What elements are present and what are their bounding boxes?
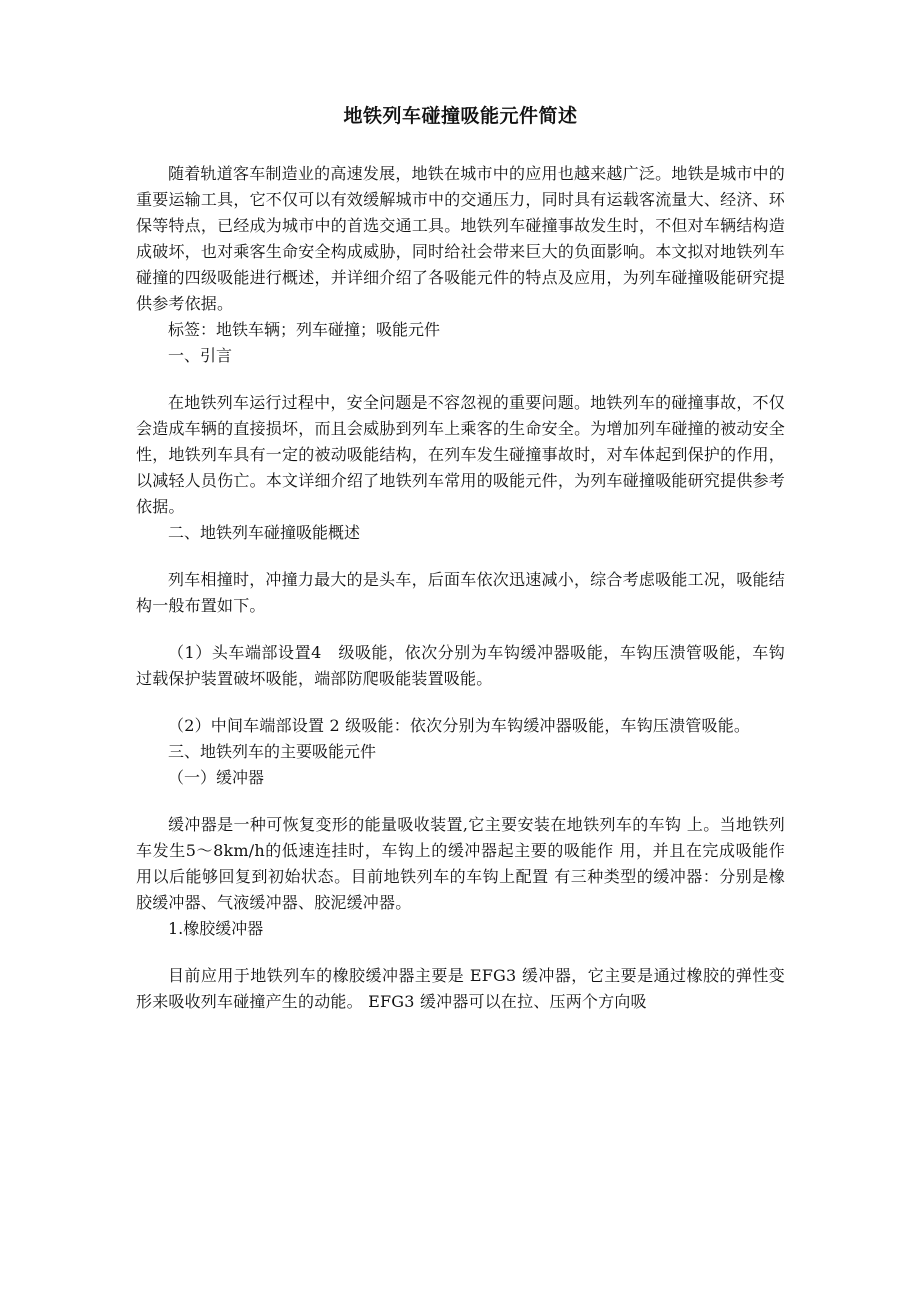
middle-car-paragraph: （2）中间车端部设置 2 级吸能：依次分别为车钩缓冲器吸能，车钩压溃管吸能。: [168, 716, 751, 735]
subsection-heading-buffer: （一）缓冲器: [168, 768, 265, 787]
keywords-line: 标签：地铁车辆；列车碰撞；吸能元件: [168, 320, 441, 339]
head-car-paragraph: （1）头车端部设置4 级吸能，依次分别为车钩缓冲器吸能，车钩压溃管吸能，车钩过载保护装置破坏吸能，端部防爬吸能装置吸能。: [136, 643, 785, 688]
section-heading-overview: 二、地铁列车碰撞吸能概述: [168, 523, 361, 542]
section-heading-components: 三、地铁列车的主要吸能元件: [168, 742, 377, 761]
rubber-buffer-paragraph: 目前应用于地铁列车的橡胶缓冲器主要是 EFG3 缓冲器，它主要是通过橡胶的弹性变形来吸收列车碰撞产生的动能。 EFG3 缓冲器可以在拉、压两个方向吸: [136, 966, 785, 1011]
section-heading-introduction: 一、引言: [168, 346, 233, 365]
document-title: 地铁列车碰撞吸能元件简述: [343, 105, 578, 127]
overview-paragraph: 列车相撞时，冲撞力最大的是头车，后面车依次迅速减小，综合考虑吸能工况，吸能结构一般布置如下。: [136, 570, 785, 615]
subsubsection-heading-rubber-buffer: 1.橡胶缓冲器: [168, 919, 264, 938]
buffer-paragraph: 缓冲器是一种可恢复变形的能量吸收装置,它主要安装在地铁列车的车钩 上。当地铁列车发生5～8km/h的低速连挂时，车钩上的缓冲器起主要的吸能作 用，并且在完成吸能作用以后能够回复到初始状态。目前地铁列车的车钩上配置 有三种类型的缓冲器：分别是橡胶缓冲器、气液缓冲器、胶泥缓冲器。: [136, 815, 785, 912]
intro-paragraph: 随着轨道客车制造业的高速发展，地铁在城市中的应用也越来越广泛。地铁是城市中的重要运输工具，它不仅可以有效缓解城市中的交通压力，同时具有运载客流量大、经济、环保等特点，已经成为城市中的首选交通工具。地铁列车碰撞事故发生时，不但对车辆结构造成破坏，也对乘客生命安全构成威胁，同时给社会带来巨大的负面影响。本文拟对地铁列车碰撞的四级吸能进行概述，并详细介绍了各吸能元件的特点及应用，为列车碰撞吸能研究提供参考依据。: [136, 164, 785, 313]
introduction-paragraph: 在地铁列车运行过程中，安全问题是不容忽视的重要问题。地铁列车的碰撞事故，不仅会造成车辆的直接损坏，而且会威胁到列车上乘客的生命安全。为增加列车碰撞的被动安全性，地铁列车具有一定的被动吸能结构，在列车发生碰撞事故时，对车体起到保护的作用，以减轻人员伤亡。本文详细介绍了地铁列车常用的吸能元件，为列车碰撞吸能研究提供参考依据。: [136, 393, 785, 516]
